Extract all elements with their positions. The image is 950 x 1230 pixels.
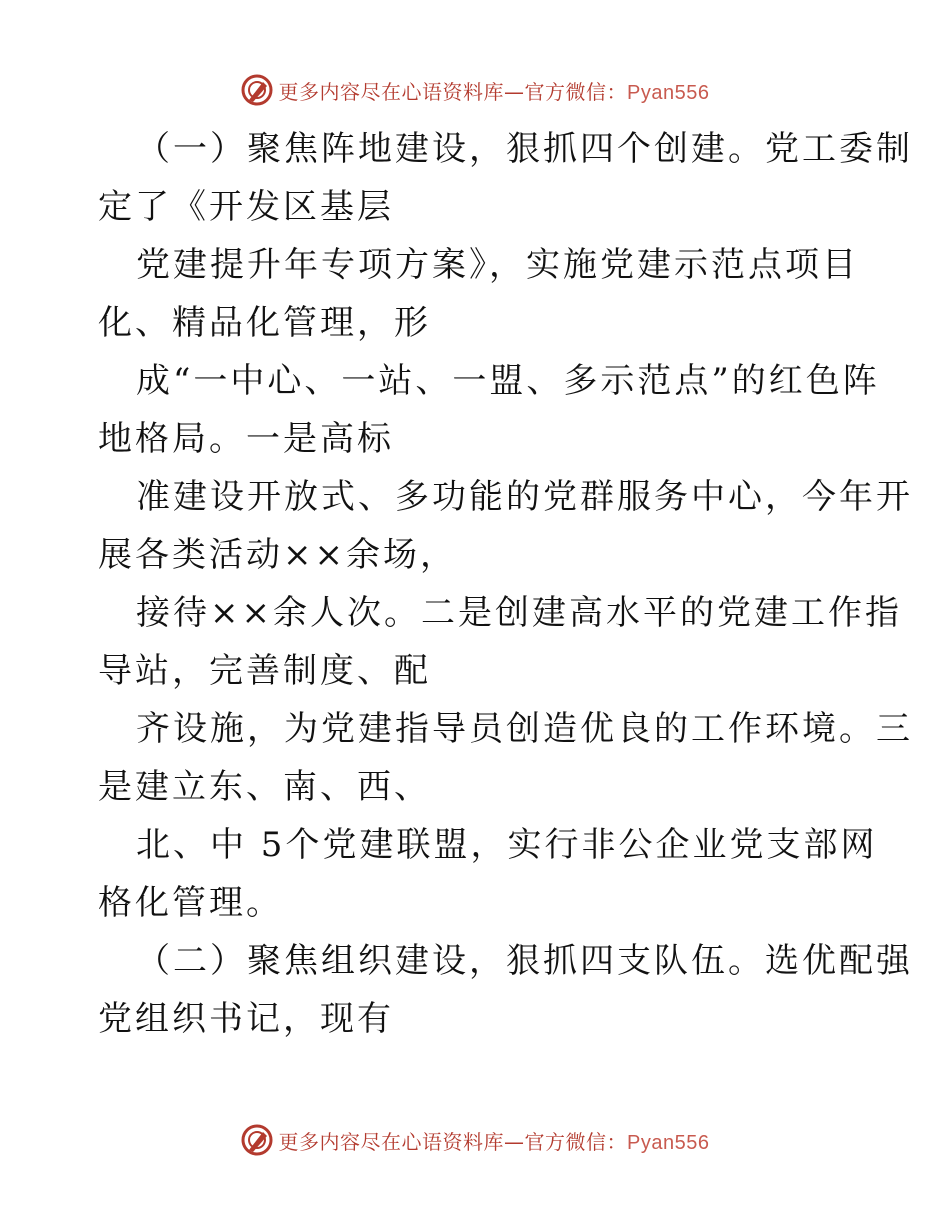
footer-banner-label: 官方微信： <box>524 1129 628 1154</box>
pen-logo-icon <box>241 74 273 106</box>
text-line: 格化管理。 <box>98 883 283 923</box>
text-line: （一）聚焦阵地建设，狠抓四个创建。党工委制 <box>136 129 913 169</box>
text-line: 导站，完善制度、配 <box>98 651 431 691</box>
footer-banner-dash: — <box>504 1129 525 1154</box>
header-banner-dash: — <box>504 79 525 104</box>
text-line: 展各类活动××余场， <box>98 535 457 575</box>
document-body <box>98 120 913 1048</box>
header-banner-label: 官方微信： <box>524 79 628 104</box>
header-banner-id: Pyan556 <box>627 81 710 104</box>
header-banner-text <box>279 76 710 105</box>
footer-banner-id: Pyan556 <box>627 1131 710 1154</box>
text-line: 是建立东、南、西、 <box>98 767 431 807</box>
header-banner <box>0 70 950 110</box>
footer-banner-text <box>279 1126 710 1155</box>
text-line: 齐设施，为党建指导员创造优良的工作环境。三 <box>136 709 913 749</box>
text-line: 定了《开发区基层 <box>98 187 394 227</box>
text-line: 接待××余人次。二是创建高水平的党建工作指 <box>136 593 902 633</box>
text-line: （二）聚焦组织建设，狠抓四支队伍。选优配强 <box>136 941 913 981</box>
text-line: 北、中 5个党建联盟，实行非公企业党支部网 <box>136 825 878 865</box>
text-line: 党建提升年专项方案》，实施党建示范点项目 <box>136 245 859 285</box>
header-banner-main: 更多内容尽在心语资料库 <box>278 79 505 104</box>
text-line: 党组织书记，现有 <box>98 999 394 1039</box>
text-line: 准建设开放式、多功能的党群服务中心，今年开 <box>136 477 913 517</box>
pen-logo-icon <box>241 1124 273 1156</box>
text-line: 成“一中心、一站、一盟、多示范点”的红色阵 <box>136 361 880 401</box>
footer-banner-main: 更多内容尽在心语资料库 <box>278 1129 505 1154</box>
footer-banner <box>0 1120 950 1160</box>
text-line: 地格局。一是高标 <box>98 419 394 459</box>
text-line: 化、精品化管理，形 <box>98 303 431 343</box>
